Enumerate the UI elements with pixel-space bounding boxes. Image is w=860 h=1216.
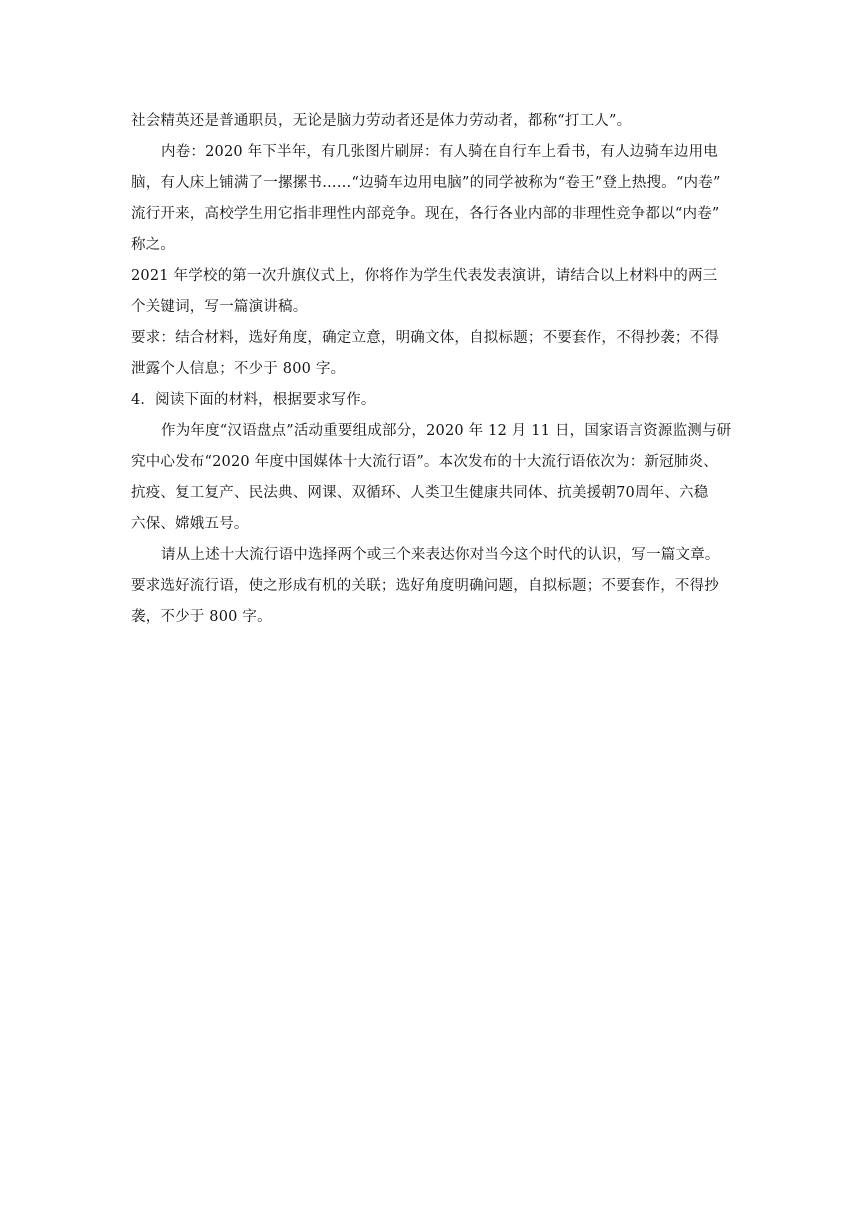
text-line: 脑，有人床上铺满了一摞摞书……“边骑车边用电脑”的同学被称为“卷王”登上热搜。“内卷” — [131, 175, 721, 191]
text-line: 作为年度“汉语盘点”活动重要组成部分，2020 年 12 月 11 日，国家语言资源监测与研 — [161, 423, 732, 439]
text-line: 流行开来，高校学生用它指非理性内部竞争。现在，各行各业内部的非理性竞争都以“内卷” — [131, 206, 720, 222]
requirements-paragraph — [131, 323, 731, 385]
text-line: 称之。 — [131, 237, 176, 253]
text-line: 究中心发布“2020 年度中国媒体十大流行语”。本次发布的十大流行语依次为：新冠肺炎、 — [131, 454, 718, 470]
dagongren-paragraph-end — [131, 106, 731, 137]
text-line: 2021 年学校的第一次升旗仪式上，你将作为学生代表发表演讲，请结合以上材料中的两三 — [131, 268, 718, 284]
material-paragraph — [131, 416, 731, 540]
text-line: 社会精英还是普通职员，无论是脑力劳动者还是体力劳动者，都称“打工人”。 — [131, 113, 632, 129]
text-line: 个关键词，写一篇演讲稿。 — [131, 299, 308, 315]
text-line: 4．阅读下面的材料，根据要求写作。 — [131, 392, 376, 408]
text-line: 要求：结合材料，选好角度，确定立意，明确文体，自拟标题；不要套作，不得抄袭；不得 — [131, 330, 719, 346]
text-line: 泄露个人信息；不少于 800 字。 — [131, 361, 346, 377]
text-line: 内卷：2020 年下半年，有几张图片刷屏：有人骑在自行车上看书，有人边骑车边用电 — [161, 144, 719, 160]
question-4-heading — [131, 385, 731, 416]
prompt-paragraph — [131, 540, 731, 633]
document-body — [131, 106, 731, 633]
neijuan-paragraph — [131, 137, 731, 261]
text-line: 请从上述十大流行语中选择两个或三个来表达你对当今这个时代的认识，写一篇文章。 — [161, 547, 720, 563]
text-line: 袭，不少于 800 字。 — [131, 609, 272, 625]
task-paragraph — [131, 261, 731, 323]
text-line: 要求选好流行语，使之形成有机的关联；选好角度明确问题，自拟标题；不要套作，不得抄 — [131, 578, 719, 594]
text-line: 抗疫、复工复产、民法典、网课、双循环、人类卫生健康共同体、抗美援朝70周年、六稳 — [131, 485, 709, 501]
text-line: 六保、嫦娥五号。 — [131, 516, 249, 532]
